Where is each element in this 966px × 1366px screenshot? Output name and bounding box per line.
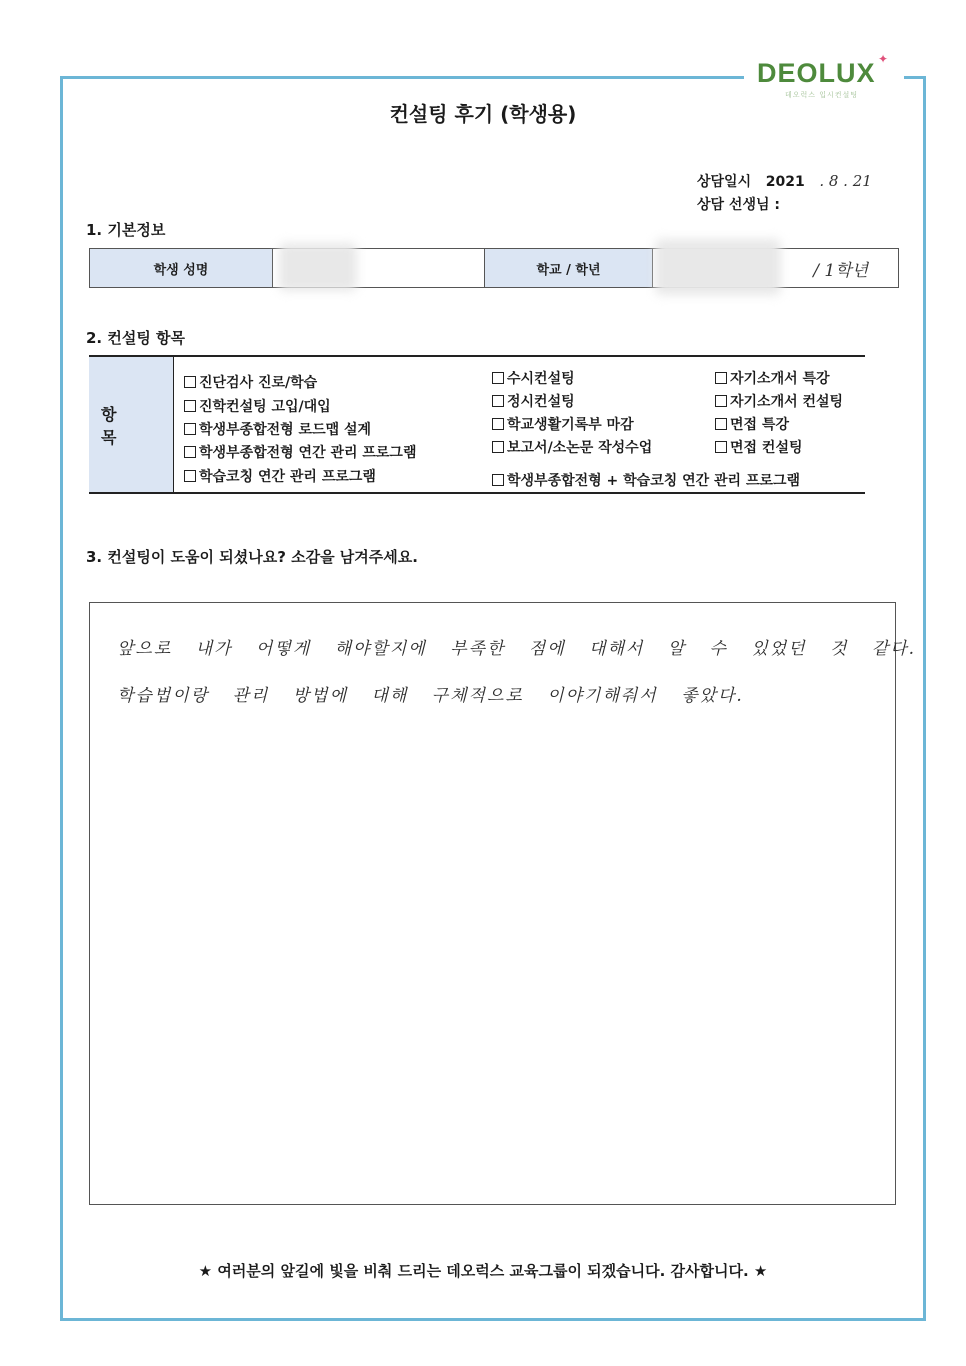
- checkbox-icon: [492, 418, 504, 430]
- deolux-logo: DEOLUX: [757, 58, 876, 88]
- section-items-heading: 2. 컨설팅 항목: [86, 329, 186, 347]
- checkbox-icon: [492, 474, 504, 486]
- checkbox-icon: [492, 395, 504, 407]
- checkbox-icon: [715, 441, 727, 453]
- checkbox-icon: [715, 395, 727, 407]
- student-name-value: [273, 249, 485, 287]
- date-handwritten: . 8 . 21: [819, 172, 872, 190]
- consulting-items-table: [89, 355, 865, 494]
- teacher-label: 상담 선생님 :: [697, 197, 780, 213]
- checkbox-icon: [184, 446, 196, 458]
- student-name-label: 학생 성명: [90, 249, 273, 287]
- option-checkbox[interactable]: 학습코칭 연간 관리 프로그램: [184, 466, 376, 486]
- option-checkbox[interactable]: 자기소개서 특강: [715, 368, 830, 388]
- basic-info-table: [89, 248, 899, 288]
- checkbox-icon: [492, 372, 504, 384]
- checkbox-icon: [184, 470, 196, 482]
- option-checkbox[interactable]: 진단검사 진로/학습: [184, 372, 317, 392]
- date-label: 상담일시: [697, 174, 752, 190]
- school-grade-value: [653, 249, 898, 287]
- form-title: 컨설팅 후기 (학생용): [389, 102, 577, 126]
- handwritten-line: 앞으로 내가 어떻게 해야할지에 부족한 점에 대해서 알 수 있었던 것 같다.: [117, 639, 917, 659]
- checkbox-icon: [715, 372, 727, 384]
- logo-subtitle: 데오럭스 입시컨설팅: [785, 91, 859, 99]
- option-checkbox[interactable]: 정시컨설팅: [492, 391, 575, 411]
- section-feedback-heading: 3. 컨설팅이 도움이 되셨나요? 소감을 남겨주세요.: [86, 548, 418, 566]
- items-row-label: 항 목: [89, 357, 174, 492]
- redacted-name: [279, 243, 357, 291]
- footer-message: ★ 여러분의 앞길에 빛을 비춰 드리는 데오럭스 교육그룹이 되겠습니다. 감사합니다. ★: [198, 1262, 768, 1280]
- option-checkbox[interactable]: 수시컨설팅: [492, 368, 575, 388]
- option-checkbox[interactable]: 학생부종합전형 + 학습코칭 연간 관리 프로그램: [492, 470, 800, 490]
- option-checkbox[interactable]: 학생부종합전형 로드맵 설계: [184, 419, 371, 439]
- checkbox-icon: [492, 441, 504, 453]
- checkbox-icon: [184, 376, 196, 388]
- handwritten-line: 학습법이랑 관리 방법에 대해 구체적으로 이야기해줘서 좋았다.: [117, 686, 744, 706]
- option-checkbox[interactable]: 면접 컨설팅: [715, 437, 803, 457]
- option-checkbox[interactable]: 학생부종합전형 연간 관리 프로그램: [184, 442, 416, 462]
- school-grade-label: 학교 / 학년: [485, 249, 653, 287]
- option-checkbox[interactable]: 면접 특강: [715, 414, 789, 434]
- grade-handwritten: / 1학년: [813, 260, 868, 281]
- option-checkbox[interactable]: 보고서/소논문 작성수업: [492, 437, 652, 457]
- date-year: 2021: [765, 174, 805, 190]
- consult-date: [697, 171, 872, 191]
- option-checkbox[interactable]: 진학컨설팅 고입/대입: [184, 396, 331, 416]
- redacted-school: [655, 239, 781, 295]
- checkbox-icon: [184, 400, 196, 412]
- option-checkbox[interactable]: 자기소개서 컨설팅: [715, 391, 843, 411]
- checkbox-icon: [184, 423, 196, 435]
- checkbox-icon: [715, 418, 727, 430]
- option-checkbox[interactable]: 학교생활기록부 마감: [492, 414, 634, 434]
- logo-star-icon: ✦: [878, 52, 889, 66]
- section-basic-info-heading: 1. 기본정보: [86, 221, 166, 239]
